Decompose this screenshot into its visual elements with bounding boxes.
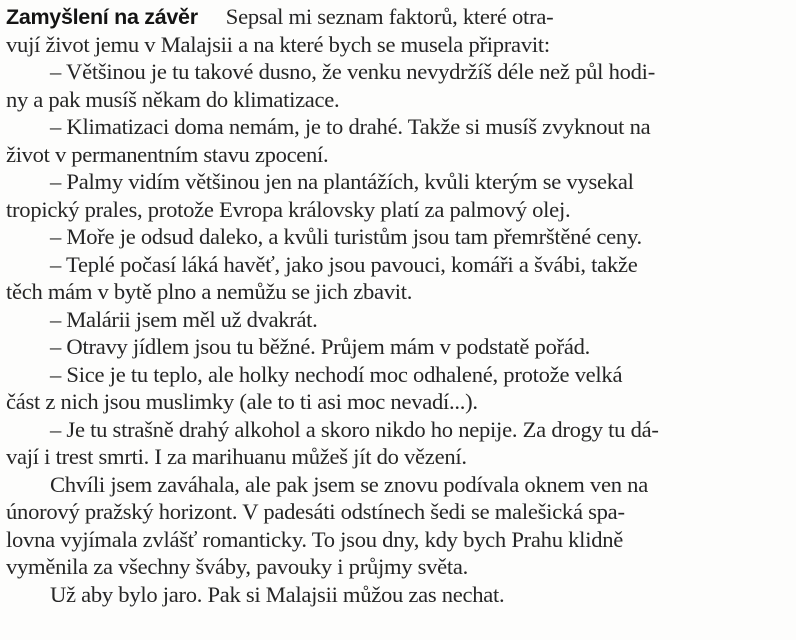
text-line-15: část z nich jsou muslimky (ale to ti asi moc nevadí...). [6, 389, 478, 414]
article-heading: Zamyšlení na závěr [6, 5, 198, 29]
list-item-3: – Palmy vidím většinou jen na plantážích, kvůli kterým se vysekal [50, 169, 634, 194]
list-item-4: – Moře je odsud daleko, a kvůli turistům jsou tam přemrštěné ceny. [50, 224, 642, 249]
list-item-5: – Teplé počasí láká havěť, jako jsou pavouci, komáři a švábi, takže [50, 251, 638, 277]
intro-text: Sepsal mi seznam faktorů, které otra- [225, 4, 554, 29]
list-item-9: – Je tu strašně drahý alkohol a skoro nikdo ho nepije. Za drogy tu dá- [50, 416, 659, 442]
list-item-7: – Otravy jídlem jsou tu běžné. Průjem mám v podstatě pořád. [50, 334, 591, 359]
paragraph-start-2: Už aby bylo jaro. Pak si Malajsii můžou zas nechat. [50, 581, 505, 607]
article-text [6, 3, 766, 608]
text-line-19: únorový pražský horizont. V padesáti odstínech šedi se malešická spa- [6, 499, 625, 524]
text-line-21: vyměnila za všechny šváby, pavouky i průjmy světa. [6, 554, 469, 579]
text-line-17: vají i trest smrti. I za marihuanu můžeš jít do vězení. [6, 444, 467, 469]
text-line-2: vují život jemu v Malajsii a na které bych se musela připravit: [6, 31, 550, 57]
text-line-1 [6, 3, 766, 31]
text-line-6: život v permanentním stavu zpocení. [6, 141, 329, 167]
text-line-4: ny a pak musíš někam do klimatizace. [6, 86, 340, 112]
list-item-8: – Sice je tu teplo, ale holky nechodí moc odhalené, protože velká [50, 361, 623, 387]
list-item-6: – Malárii jsem měl už dvakrát. [50, 306, 318, 332]
text-line-8: tropický prales, protože Evropa královsky platí za palmový olej. [6, 196, 571, 222]
text-line-20: lovna vyjímala zvlášť romanticky. To jsou dny, kdy bych Prahu klidně [6, 526, 624, 552]
text-line-11: těch mám v bytě plno a nemůžu se jich zbavit. [6, 279, 413, 304]
paragraph-start-1: Chvíli jsem zaváhala, ale pak jsem se znovu podívala oknem ven na [50, 471, 648, 497]
list-item-2: – Klimatizaci doma nemám, je to drahé. Takže si musíš zvyknout na [50, 114, 651, 139]
list-item-1: – Většinou je tu takové dusno, že venku nevydržíš déle než půl hodi- [50, 59, 655, 84]
